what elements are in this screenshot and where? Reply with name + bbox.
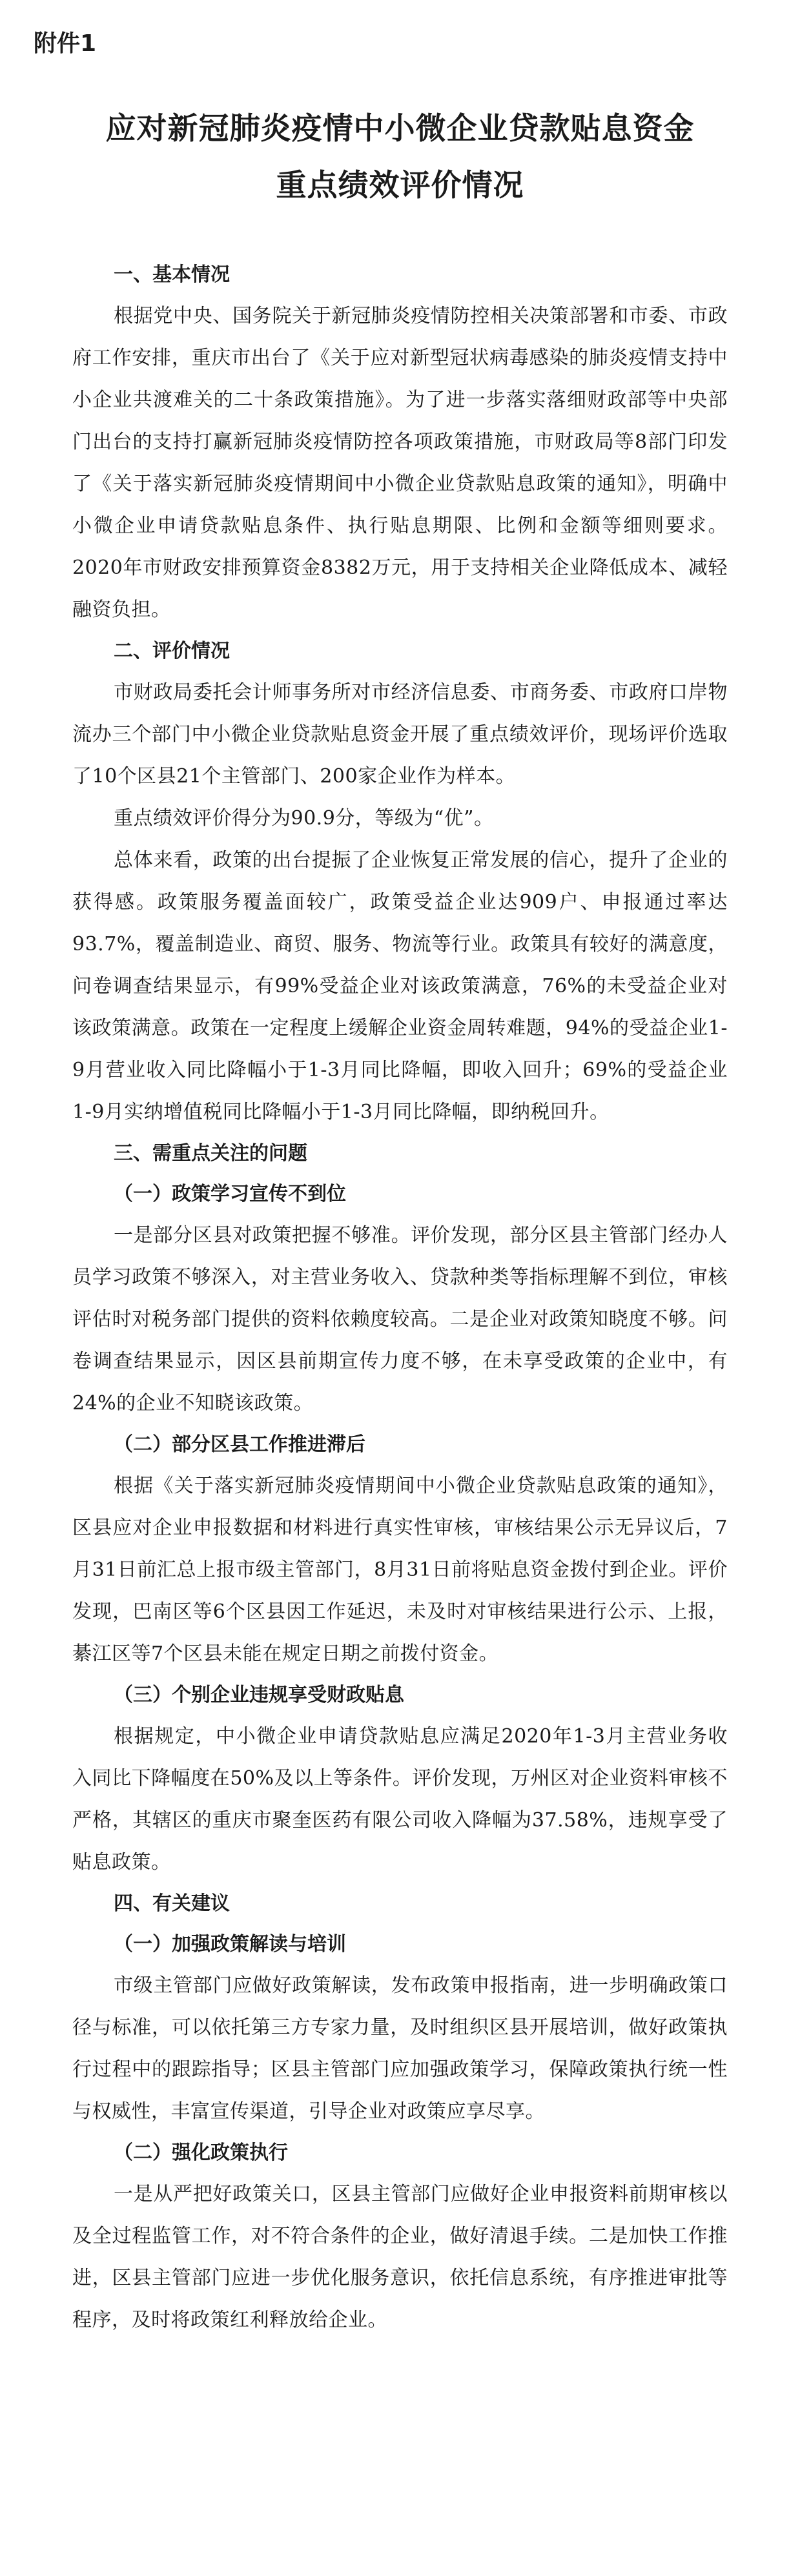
subsection-heading-violations: （三）个别企业违规享受财政贴息 (114, 1684, 404, 1706)
section-heading-basic-info: 一、基本情况 (114, 263, 230, 286)
section-heading-recommendations: 四、有关建议 (114, 1892, 230, 1915)
section-recommendations (72, 1883, 728, 2341)
attachment-label: 附件1 (34, 30, 97, 57)
document-title-line-2: 重点绩效评价情况 (276, 168, 524, 203)
section-heading-evaluation: 二、评价情况 (114, 640, 230, 662)
paragraph: 根据规定，中小微企业申请贷款贴息应满足2020年1-3月主营业务收入同比下降幅度在50%及以上等条件。评价发现，万州区对企业资料审核不严格，其辖区的重庆市聚奎医药有限公司收入降幅为37.58%，违规享受了贴息政策。 (72, 1725, 728, 1874)
section-heading-issues: 三、需重点关注的问题 (114, 1142, 307, 1165)
paragraph: 一是从严把好政策关口，区县主管部门应做好企业申报资料前期审核以及全过程监管工作，对不符合条件的企业，做好清退手续。二是加快工作推进，区县主管部门应进一步优化服务意识，依托信息系统，有序推进审批等程序，及时将政策红利释放给企业。 (72, 2183, 728, 2331)
paragraph: 一是部分区县对政策把握不够准。评价发现，部分区县主管部门经办人员学习政策不够深入，对主营业务收入、贷款种类等指标理解不到位，审核评估时对税务部门提供的资料依赖度较高。二是企业对政策知晓度不够。问卷调查结果显示，因区县前期宣传力度不够，在未享受政策的企业中，有24%的企业不知晓该政策。 (72, 1224, 728, 1415)
section-basic-info (72, 254, 728, 631)
subsection-heading-policy-publicity: （一）政策学习宣传不到位 (114, 1183, 346, 1205)
paragraph: 市级主管部门应做好政策解读，发布政策申报指南，进一步明确政策口径与标准，可以依托第三方专家力量，及时组织区县开展培训，做好政策执行过程中的跟踪指导；区县主管部门应加强政策学习，保障政策执行统一性与权威性，丰富宣传渠道，引导企业对政策应享尽享。 (72, 1974, 728, 2123)
paragraph: 市财政局委托会计师事务所对市经济信息委、市商务委、市政府口岸物流办三个部门中小微企业贷款贴息资金开展了重点绩效评价，现场评价选取了10个区县21个主管部门、200家企业作为样本。 (72, 681, 728, 788)
subsection-heading-execution: （二）强化政策执行 (114, 2142, 288, 2164)
subsection-heading-work-delay: （二）部分区县工作推进滞后 (114, 1433, 365, 1456)
section-evaluation (72, 631, 728, 1133)
subsection-heading-training: （一）加强政策解读与培训 (114, 1933, 346, 1956)
section-issues (72, 1133, 728, 1883)
paragraph: 总体来看，政策的出台提振了企业恢复正常发展的信心，提升了企业的获得感。政策服务覆盖面较广，政策受益企业达909户、申报通过率达93.7%，覆盖制造业、商贸、服务、物流等行业。政策具有较好的满意度，问卷调查结果显示，有99%受益企业对该政策满意，76%的未受益企业对该政策满意。政策在一定程度上缓解企业资金周转难题，94%的受益企业1-9月营业收入同比降幅小于1-3月同比降幅，即收入回升；69%的受益企业1-9月实纳增值税同比降幅小于1-3月同比降幅，即纳税回升。 (72, 849, 728, 1123)
paragraph: 重点绩效评价得分为90.9分，等级为“优”。 (114, 807, 494, 830)
paragraph: 根据《关于落实新冠肺炎疫情期间中小微企业贷款贴息政策的通知》，区县应对企业申报数据和材料进行真实性审核，审核结果公示无异议后，7月31日前汇总上报市级主管部门，8月31日前将贴息资金拨付到企业。评价发现，巴南区等6个区县因工作延迟，未及时对审核结果进行公示、上报，綦江区等7个区县未能在规定日期之前拨付资金。 (72, 1475, 728, 1665)
document-title-line-1: 应对新冠肺炎疫情中小微企业贷款贴息资金 (105, 111, 695, 147)
paragraph: 根据党中央、国务院关于新冠肺炎疫情防控相关决策部署和市委、市政府工作安排，重庆市出台了《关于应对新型冠状病毒感染的肺炎疫情支持中小企业共渡难关的二十条政策措施》。为了进一步落实落细财政部等中央部门出台的支持打赢新冠肺炎疫情防控各项政策措施，市财政局等8部门印发了《关于落实新冠肺炎疫情期间中小微企业贷款贴息政策的通知》，明确中小微企业申请贷款贴息条件、执行贴息期限、比例和金额等细则要求。2020年市财政安排预算资金8382万元，用于支持相关企业降低成本、减轻融资负担。 (72, 305, 728, 621)
document-title (72, 101, 728, 214)
